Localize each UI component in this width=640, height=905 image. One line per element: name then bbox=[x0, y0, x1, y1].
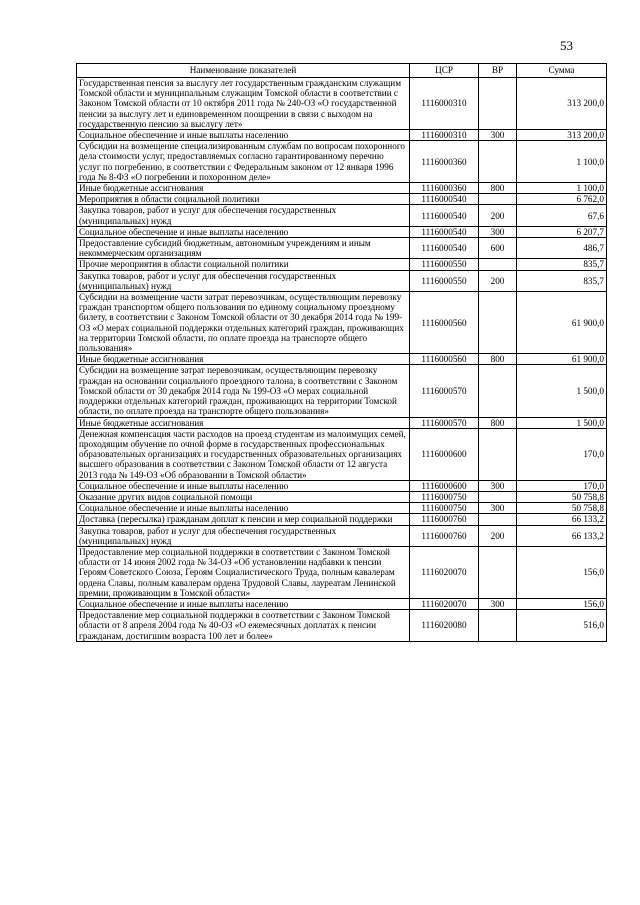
row-csr: 1116020080 bbox=[410, 610, 479, 642]
row-vr: 200 bbox=[479, 205, 517, 226]
row-name: Социальное обеспечение и иные выплаты населению bbox=[77, 598, 410, 609]
row-csr: 1116000750 bbox=[410, 503, 479, 514]
row-csr: 1116000360 bbox=[410, 183, 479, 194]
row-vr bbox=[479, 365, 517, 417]
row-csr: 1116000760 bbox=[410, 525, 479, 546]
row-csr: 1116000540 bbox=[410, 226, 479, 237]
table-row bbox=[77, 525, 607, 546]
row-sum: 1 100,0 bbox=[517, 141, 607, 183]
header-csr: ЦСР bbox=[410, 64, 479, 78]
row-name: Предоставление мер социальной поддержки в соответствии с Законом Томской области от 8 апреля 2004 года № 40-ОЗ «О ежемесячных доплатах к пенсии гражданам, достигшим возраста 100 лет и более» bbox=[77, 610, 410, 642]
row-vr: 300 bbox=[479, 226, 517, 237]
row-vr: 300 bbox=[479, 130, 517, 141]
row-sum: 170,0 bbox=[517, 428, 607, 480]
row-vr bbox=[479, 610, 517, 642]
page-number: 53 bbox=[560, 38, 573, 53]
row-csr: 1116020070 bbox=[410, 546, 479, 598]
row-sum: 835,7 bbox=[517, 259, 607, 270]
row-csr: 1116000540 bbox=[410, 238, 479, 259]
row-vr bbox=[479, 141, 517, 183]
row-sum: 1 500,0 bbox=[517, 365, 607, 417]
table-header-row bbox=[77, 64, 607, 78]
row-sum: 516,0 bbox=[517, 610, 607, 642]
row-csr: 1116000750 bbox=[410, 491, 479, 502]
row-name: Закупка товаров, работ и услуг для обеспечения государственных (муниципальных) нужд bbox=[77, 205, 410, 226]
table-row bbox=[77, 259, 607, 270]
row-name: Субсидии на возмещение части затрат перевозчикам, осуществляющим перевозку граждан транспортом общего пользования по единому социальному проездному билету, в соответствии с Законом Томской области от 30 декабря 2014 года № 199-ОЗ «О мерах социальной поддержки отдельных категорий граждан, проживающих на территории Томской области, по оплате проезда на транспорте общего пользования» bbox=[77, 292, 410, 354]
row-sum: 156,0 bbox=[517, 546, 607, 598]
row-csr: 1116000760 bbox=[410, 514, 479, 525]
row-csr: 1116000600 bbox=[410, 428, 479, 480]
row-sum: 313 200,0 bbox=[517, 78, 607, 130]
row-name: Иные бюджетные ассигнования bbox=[77, 417, 410, 428]
table-row bbox=[77, 365, 607, 417]
row-vr: 800 bbox=[479, 354, 517, 365]
row-vr: 300 bbox=[479, 503, 517, 514]
row-vr bbox=[479, 78, 517, 130]
row-name: Социальное обеспечение и иные выплаты населению bbox=[77, 503, 410, 514]
row-csr: 1116000570 bbox=[410, 417, 479, 428]
row-csr: 1116000550 bbox=[410, 270, 479, 291]
row-name: Доставка (пересылка) гражданам доплат к пенсии и мер социальной поддержки bbox=[77, 514, 410, 525]
row-vr: 800 bbox=[479, 417, 517, 428]
row-csr: 1116000310 bbox=[410, 78, 479, 130]
row-name: Прочие мероприятия в области социальной политики bbox=[77, 259, 410, 270]
row-vr bbox=[479, 194, 517, 205]
row-sum: 486,7 bbox=[517, 238, 607, 259]
table-row bbox=[77, 503, 607, 514]
table-row bbox=[77, 354, 607, 365]
table-row bbox=[77, 130, 607, 141]
row-vr bbox=[479, 491, 517, 502]
budget-table bbox=[76, 63, 607, 642]
table-row bbox=[77, 292, 607, 354]
row-sum: 6 207,7 bbox=[517, 226, 607, 237]
table-row bbox=[77, 480, 607, 491]
row-csr: 1116000600 bbox=[410, 480, 479, 491]
row-csr: 1116000560 bbox=[410, 354, 479, 365]
table-row bbox=[77, 226, 607, 237]
table-row bbox=[77, 514, 607, 525]
table-row bbox=[77, 270, 607, 291]
row-sum: 170,0 bbox=[517, 480, 607, 491]
row-name: Субсидии на возмещение специализированным службам по вопросам похоронного дела стоимости услуг, предоставляемых согласно гарантированному перечню услуг по погребению, в соответствии с Федеральным законом от 12 января 1996 года № 8-ФЗ «О погребении и похоронном деле» bbox=[77, 141, 410, 183]
row-name: Иные бюджетные ассигнования bbox=[77, 354, 410, 365]
row-vr: 300 bbox=[479, 598, 517, 609]
row-csr: 1116000540 bbox=[410, 194, 479, 205]
row-csr: 1116000560 bbox=[410, 292, 479, 354]
row-sum: 1 100,0 bbox=[517, 183, 607, 194]
row-sum: 156,0 bbox=[517, 598, 607, 609]
row-sum: 61 900,0 bbox=[517, 292, 607, 354]
table-body bbox=[77, 78, 607, 642]
row-csr: 1116000570 bbox=[410, 365, 479, 417]
row-csr: 1116000550 bbox=[410, 259, 479, 270]
header-name: Наименование показателей bbox=[77, 64, 410, 78]
row-name: Мероприятия в области социальной политики bbox=[77, 194, 410, 205]
row-vr: 800 bbox=[479, 183, 517, 194]
row-name: Предоставление мер социальной поддержки в соответствии с Законом Томской области от 14 июня 2002 года № 34-ОЗ «Об установлении надбавки к пенсии Героям Советского Союза, Героям Социалистического Труда, полным кавалерам ордена Славы, полным кавалерам ордена Трудовой Славы, лауреатам Ленинской премии, проживающим в Томской области» bbox=[77, 546, 410, 598]
table-row bbox=[77, 417, 607, 428]
table-row bbox=[77, 238, 607, 259]
row-sum: 61 900,0 bbox=[517, 354, 607, 365]
table-row bbox=[77, 598, 607, 609]
row-name: Социальное обеспечение и иные выплаты населению bbox=[77, 226, 410, 237]
header-sum: Сумма bbox=[517, 64, 607, 78]
row-name: Субсидии на возмещение затрат перевозчикам, осуществляющим перевозку граждан на основании социального проездного талона, в соответствии с Законом Томской области от 30 декабря 2014 года № 199-ОЗ «О мерах социальной поддержки отдельных категорий граждан, проживающих на территории Томской области, по оплате проезда на транспорте общего пользования» bbox=[77, 365, 410, 417]
row-name: Иные бюджетные ассигнования bbox=[77, 183, 410, 194]
row-vr bbox=[479, 546, 517, 598]
table-row bbox=[77, 491, 607, 502]
header-vr: ВР bbox=[479, 64, 517, 78]
table-row bbox=[77, 428, 607, 480]
row-csr: 1116000360 bbox=[410, 141, 479, 183]
row-sum: 835,7 bbox=[517, 270, 607, 291]
row-sum: 313 200,0 bbox=[517, 130, 607, 141]
row-name: Оказание других видов социальной помощи bbox=[77, 491, 410, 502]
table-row bbox=[77, 78, 607, 130]
row-vr bbox=[479, 292, 517, 354]
row-vr: 200 bbox=[479, 270, 517, 291]
row-vr bbox=[479, 259, 517, 270]
row-name: Государственная пенсия за выслугу лет государственным гражданским служащим Томской области и муниципальным служащим Томской области в соответствии с Законом Томской области от 10 октября 2011 года № 240-ОЗ «О государственной пенсии за выслугу лет и единовременном поощрении в связи с выходом на государственную пенсию за выслугу лет» bbox=[77, 78, 410, 130]
row-sum: 6 762,0 bbox=[517, 194, 607, 205]
row-vr: 300 bbox=[479, 480, 517, 491]
table-row bbox=[77, 546, 607, 598]
row-name: Закупка товаров, работ и услуг для обеспечения государственных (муниципальных) нужд bbox=[77, 525, 410, 546]
row-csr: 1116020070 bbox=[410, 598, 479, 609]
row-vr: 200 bbox=[479, 525, 517, 546]
row-sum: 67,6 bbox=[517, 205, 607, 226]
row-sum: 1 500,0 bbox=[517, 417, 607, 428]
row-name: Денежная компенсация части расходов на проезд студентам из малоимущих семей, проходящим обучение по очной форме в государственных профессиональных образовательных организациях и государственных образовательных организациях высшего образования в соответствии с Законом Томской области от 12 августа 2013 года № 149-ОЗ «Об образовании в Томской области» bbox=[77, 428, 410, 480]
row-csr: 1116000540 bbox=[410, 205, 479, 226]
table-row bbox=[77, 183, 607, 194]
row-vr: 600 bbox=[479, 238, 517, 259]
table-row bbox=[77, 205, 607, 226]
row-csr: 1116000310 bbox=[410, 130, 479, 141]
row-name: Социальное обеспечение и иные выплаты населению bbox=[77, 130, 410, 141]
row-sum: 66 133,2 bbox=[517, 514, 607, 525]
row-name: Предоставление субсидий бюджетным, автономным учреждениям и иным некоммерческим организациям bbox=[77, 238, 410, 259]
row-name: Социальное обеспечение и иные выплаты населению bbox=[77, 480, 410, 491]
row-name: Закупка товаров, работ и услуг для обеспечения государственных (муниципальных) нужд bbox=[77, 270, 410, 291]
table-row bbox=[77, 194, 607, 205]
row-sum: 66 133,2 bbox=[517, 525, 607, 546]
row-vr bbox=[479, 428, 517, 480]
row-sum: 50 758,8 bbox=[517, 503, 607, 514]
table-row bbox=[77, 610, 607, 642]
table-row bbox=[77, 141, 607, 183]
row-vr bbox=[479, 514, 517, 525]
row-sum: 50 758,8 bbox=[517, 491, 607, 502]
